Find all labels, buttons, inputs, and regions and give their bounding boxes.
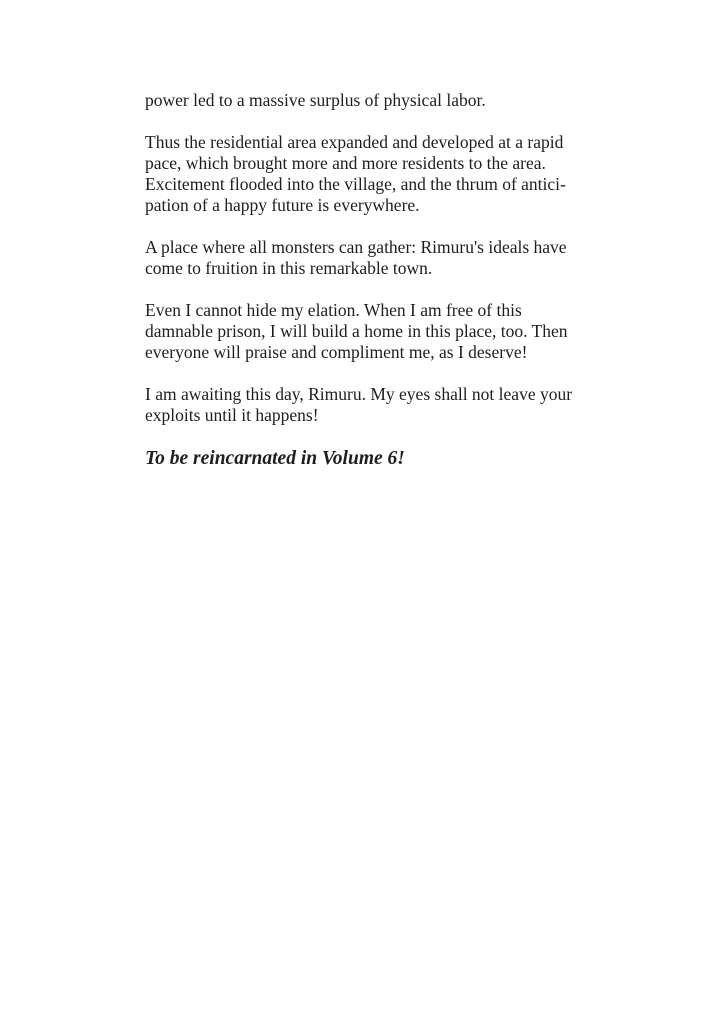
closing-line: To be reincarnated in Volume 6! bbox=[145, 448, 405, 469]
text-line: pation of a happy future is everywhere. bbox=[145, 195, 420, 215]
paragraph-1 bbox=[145, 90, 585, 111]
text-line: come to fruition in this remarkable town. bbox=[145, 258, 433, 278]
text-line: everyone will praise and compliment me, as I deserve! bbox=[145, 342, 528, 362]
text-line: pace, which brought more and more residents to the area. bbox=[145, 153, 546, 173]
text-line: A place where all monsters can gather: Rimuru's ideals have bbox=[145, 237, 567, 257]
text-line: damnable prison, I will build a home in this place, too. Then bbox=[145, 321, 568, 341]
paragraph-3 bbox=[145, 237, 585, 279]
text-line: power led to a massive surplus of physical labor. bbox=[145, 90, 486, 110]
text-line: Even I cannot hide my elation. When I am free of this bbox=[145, 300, 522, 320]
paragraph-4 bbox=[145, 300, 585, 363]
paragraph-2 bbox=[145, 132, 585, 216]
paragraph-5 bbox=[145, 384, 585, 426]
text-line: Thus the residential area expanded and developed at a rapid bbox=[145, 132, 564, 152]
body-text bbox=[145, 90, 585, 471]
text-line: exploits until it happens! bbox=[145, 405, 319, 425]
text-line: I am awaiting this day, Rimuru. My eyes shall not leave your bbox=[145, 384, 573, 404]
text-line: Excitement flooded into the village, and the thrum of antici- bbox=[145, 174, 566, 194]
